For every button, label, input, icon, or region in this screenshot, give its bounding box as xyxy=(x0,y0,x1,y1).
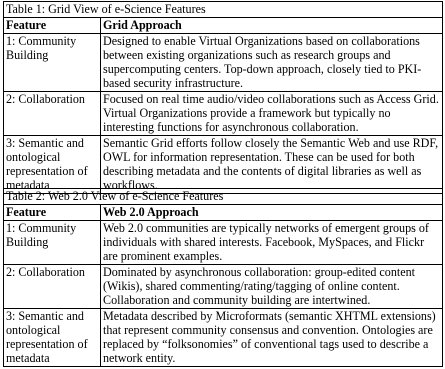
table-row xyxy=(4,309,443,367)
column-header-feature: Feature xyxy=(4,205,101,221)
approach-cell: Semantic Grid efforts follow closely the Semantic Web and use RDF, OWL for information representation. These can be used for both describing metadata and the contents of digital libraries as well as workflows. xyxy=(101,136,443,194)
approach-cell: Web 2.0 communities are typically networks of emergent groups of individuals with shared interests. Facebook, MySpaces, and Flickr are prominent examples. xyxy=(101,221,443,265)
approach-cell: Dominated by asynchronous collaboration: group-edited content (Wikis), shared commenting/rating/tagging of online content. Collaboration and community building are intertwined. xyxy=(101,265,443,309)
table-caption: Table 1: Grid View of e-Science Features xyxy=(4,2,443,18)
table-caption: Table 2: Web 2.0 View of e-Science Features xyxy=(4,189,443,205)
table-row xyxy=(4,92,443,136)
approach-cell: Designed to enable Virtual Organizations based on collaborations between existing organizations such as research groups and supercomputing centers. Top-down approach, closely tied to PKI-based security infrastructure. xyxy=(101,34,443,92)
table-caption-row xyxy=(4,2,443,18)
table-row xyxy=(4,265,443,309)
grid-view-table xyxy=(3,1,443,194)
approach-cell: Metadata described by Microformats (semantic XHTML extensions) that represent community consensus and convention. Ontologies are replaced by “folksonomies” of conventional tags used to describe a network entity. xyxy=(101,309,443,367)
feature-cell: 3: Semantic and ontological representation of metadata xyxy=(4,136,101,194)
table-header-row xyxy=(4,205,443,221)
column-header-feature: Feature xyxy=(4,18,101,34)
feature-cell: 2: Collaboration xyxy=(4,265,101,309)
feature-cell: 1: Community Building xyxy=(4,34,101,92)
column-header-approach: Grid Approach xyxy=(101,18,443,34)
feature-cell: 1: Community Building xyxy=(4,221,101,265)
feature-cell: 2: Collaboration xyxy=(4,92,101,136)
approach-cell: Focused on real time audio/video collaborations such as Access Grid. Virtual Organizations provide a framework but typically no interesting functions for asynchronous collaboration. xyxy=(101,92,443,136)
web20-view-table xyxy=(3,188,443,367)
table-row xyxy=(4,136,443,194)
column-header-approach: Web 2.0 Approach xyxy=(101,205,443,221)
table-caption-row xyxy=(4,189,443,205)
table-row xyxy=(4,34,443,92)
table-header-row xyxy=(4,18,443,34)
table-row xyxy=(4,221,443,265)
feature-cell: 3: Semantic and ontological representation of metadata xyxy=(4,309,101,367)
